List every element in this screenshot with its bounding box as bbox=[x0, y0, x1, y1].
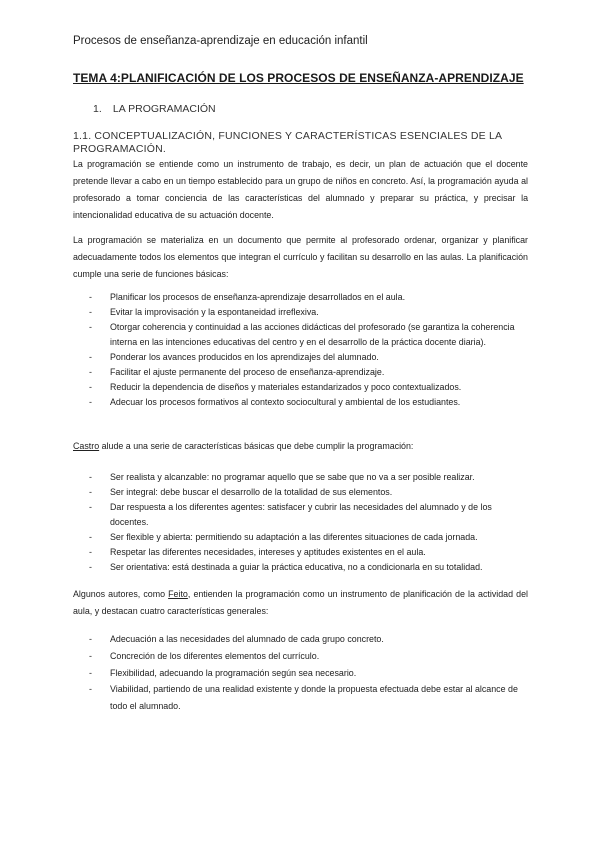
list-item-text: Adecuar los procesos formativos al contexto sociocultural y ambiental de los estudiantes. bbox=[110, 396, 461, 407]
list-dash: - bbox=[89, 667, 92, 678]
list-item-text: Respetar las diferentes necesidades, intereses y aptitudes existentes en el aula. bbox=[110, 547, 426, 558]
list-item-text: Concreción de los diferentes elementos del currículo. bbox=[110, 650, 320, 661]
list-item-text: Planificar los procesos de enseñanza-aprendizaje desarrollados en el aula. bbox=[110, 292, 406, 302]
list-item bbox=[89, 648, 529, 665]
paragraph-castro bbox=[73, 438, 528, 455]
list-item bbox=[89, 560, 529, 575]
section-heading bbox=[93, 103, 216, 115]
list-item bbox=[89, 681, 529, 715]
list-dash: - bbox=[89, 650, 92, 661]
section-number: 1. bbox=[93, 103, 102, 115]
paragraph-intro: La programación se entiende como un instrumento de trabajo, es decir, un plan de actuación que el docente pretende llevar a cabo en un tiempo establecido para un grupo de niños en concreto. Así, la programación ayuda al profesorado a tomar conciencia de las características del alumnado y preparar su práctica, y precisar la intencionalidad educativa de su actuación docente. bbox=[73, 159, 528, 220]
list-item-text: Viabilidad, partiendo de una realidad existente y donde la propuesta efectuada debe estar al alcance de todo el alumnado. bbox=[110, 684, 518, 712]
list-item-text: Ser orientativa: está destinada a guiar la práctica educativa, no a condicionarla en su totalidad. bbox=[110, 562, 483, 573]
list-dash: - bbox=[89, 532, 92, 543]
paragraph-feito-after: , entienden la programación como un instrumento de planificación de la actividad del aula, y destacan cuatro características generales: bbox=[73, 589, 528, 616]
paragraph-castro-text: alude a una serie de características básicas que debe cumplir la programación: bbox=[99, 441, 414, 451]
list-dash: - bbox=[89, 547, 92, 558]
list-item-text: Reducir la dependencia de diseños y materiales estandarizados y poco contextualizados. bbox=[110, 382, 462, 393]
list-dash: - bbox=[89, 352, 92, 363]
list-item bbox=[89, 305, 529, 320]
list-item-text: Ser realista y alcanzable: no programar aquello que se sabe que no va a ser posible realizar. bbox=[110, 472, 475, 482]
feito-list bbox=[89, 631, 529, 715]
list-dash: - bbox=[89, 562, 92, 573]
list-item-text: Ponderar los avances producidos en los aprendizajes del alumnado. bbox=[110, 352, 379, 363]
list-item bbox=[89, 395, 529, 410]
paragraph-feito-before: Algunos autores, como bbox=[73, 589, 169, 599]
paragraph-functions-intro: La programación se materializa en un documento que permite al profesorado ordenar, organizar y planificar adecuadamente todos los elementos que integran el currículo y facilitan su desarrollo en las aulas. La planificación cumple una serie de funciones básicas: bbox=[73, 235, 528, 279]
list-dash: - bbox=[89, 634, 92, 644]
list-dash: - bbox=[89, 501, 92, 512]
list-item-text: Evitar la improvisación y la espontaneidad irreflexiva. bbox=[110, 306, 319, 317]
list-dash: - bbox=[89, 486, 92, 497]
list-item-text: Otorgar coherencia y continuidad a las acciones didácticas del profesorado (se garantiza la coherencia interna en las intenciones educativas del centro y en el desarrollo de la práctica docente diaria). bbox=[110, 321, 515, 348]
list-item bbox=[89, 500, 529, 530]
paragraph-feito bbox=[73, 586, 528, 620]
list-item bbox=[89, 470, 529, 485]
functions-list bbox=[89, 290, 529, 410]
list-item-text: Facilitar el ajuste permanente del proceso de enseñanza-aprendizaje. bbox=[110, 367, 385, 378]
list-item-text: Flexibilidad, adecuando la programación según sea necesario. bbox=[110, 667, 357, 678]
list-dash: - bbox=[89, 382, 92, 393]
list-dash: - bbox=[89, 396, 92, 407]
list-dash: - bbox=[89, 684, 92, 695]
list-item bbox=[89, 290, 529, 305]
list-item bbox=[89, 320, 529, 350]
list-item-text: Ser flexible y abierta: permitiendo su adaptación a las diferentes situaciones de cada jornada. bbox=[110, 532, 478, 543]
list-dash: - bbox=[89, 367, 92, 378]
list-item-text: Adecuación a las necesidades del alumnado de cada grupo concreto. bbox=[110, 634, 384, 644]
list-item bbox=[89, 485, 529, 500]
list-item bbox=[89, 365, 529, 380]
chapter-title: TEMA 4:PLANIFICACIÓN DE LOS PROCESOS DE ENSEÑANZA-APRENDIZAJE bbox=[73, 71, 524, 85]
list-item-text: Ser integral: debe buscar el desarrollo de la totalidad de sus elementos. bbox=[110, 486, 393, 497]
list-item bbox=[89, 350, 529, 365]
running-header: Procesos de enseñanza-aprendizaje en educación infantil bbox=[73, 35, 368, 47]
author-feito: Feito bbox=[168, 589, 188, 599]
section-label: LA PROGRAMACIÓN bbox=[112, 103, 216, 115]
list-item bbox=[89, 530, 529, 545]
list-item-text: Dar respuesta a los diferentes agentes: satisfacer y cubrir las necesidades del alumnado y de los docentes. bbox=[110, 501, 492, 528]
list-dash: - bbox=[89, 321, 92, 332]
list-item bbox=[89, 545, 529, 560]
list-dash: - bbox=[89, 292, 92, 302]
author-castro: Castro bbox=[73, 441, 100, 451]
list-item bbox=[89, 380, 529, 395]
list-dash: - bbox=[89, 472, 92, 482]
list-item bbox=[89, 665, 529, 682]
castro-list bbox=[89, 470, 529, 575]
list-item bbox=[89, 631, 529, 648]
list-dash: - bbox=[89, 306, 92, 317]
subsection-heading: 1.1. CONCEPTUALIZACIÓN, FUNCIONES Y CARACTERÍSTICAS ESENCIALES DE LA PROGRAMACIÓN. bbox=[73, 130, 502, 155]
